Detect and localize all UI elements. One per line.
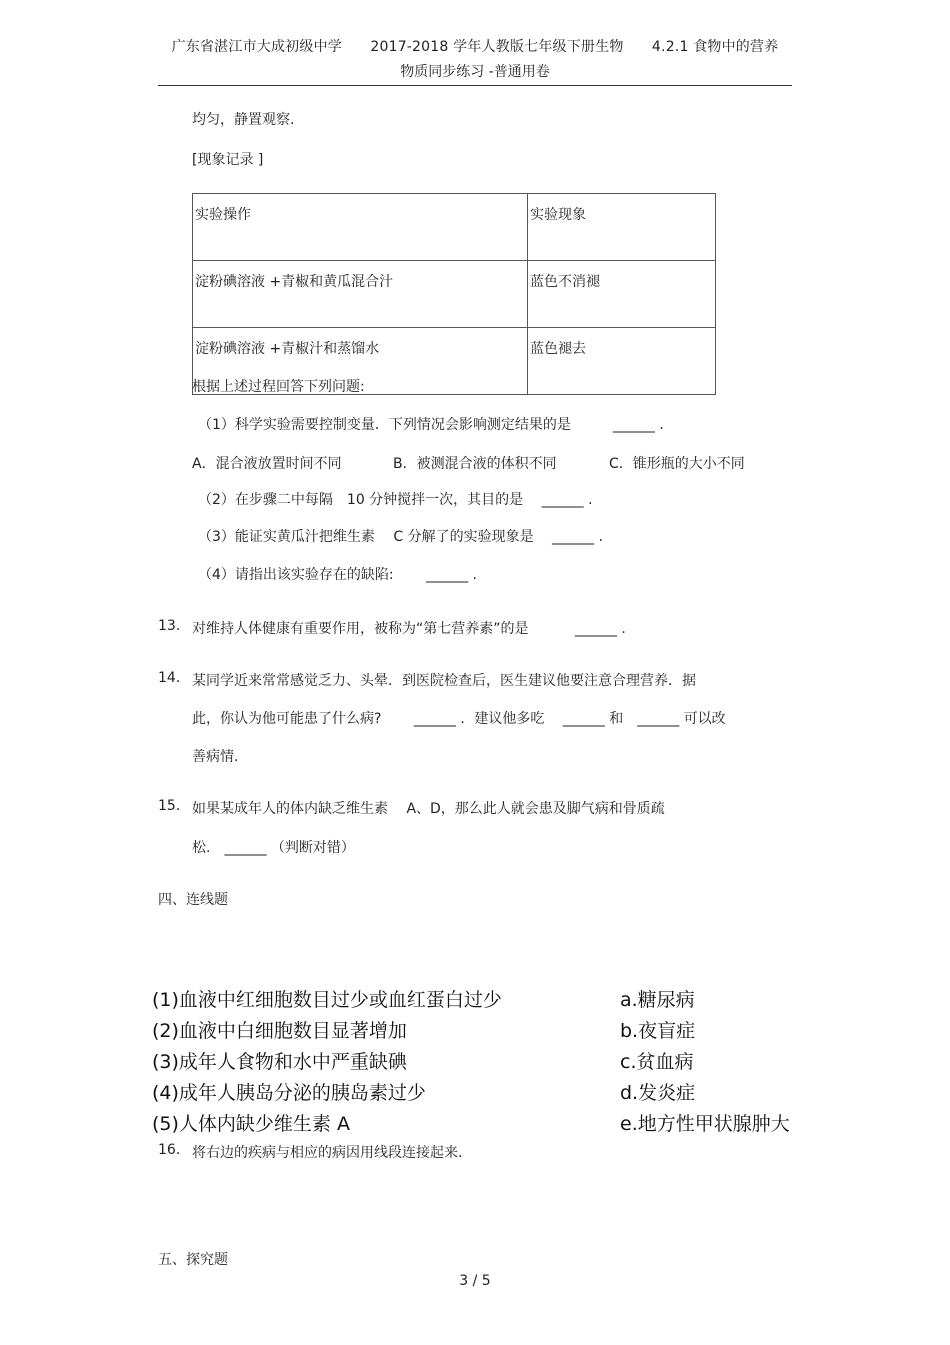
match-cause-1: (1)血液中红细胞数目过少或血红蛋白过少 xyxy=(152,989,502,1011)
table-header-cell: 实验现象 xyxy=(528,194,716,261)
match-disease-e: e.地方性甲状腺肿大 xyxy=(620,1113,790,1135)
page-number: 3 / 5 xyxy=(459,1273,491,1289)
table-cell: 淀粉碘溶液 +青椒和黄瓜混合汁 xyxy=(193,261,528,328)
q16-text: 将右边的疾病与相应的病因用线段连接起来. xyxy=(192,1145,463,1161)
q14-line2: 此，你认为他可能患了什么病? ______ ．建议他多吃 ______ 和 ______ 可以改 xyxy=(192,711,726,727)
page-header-subtitle: 物质同步练习 -普通用卷 xyxy=(400,64,550,80)
match-disease-a: a.糖尿病 xyxy=(620,989,695,1011)
q14-number: 14. xyxy=(158,670,181,686)
experiment-table xyxy=(192,193,716,395)
q16-number: 16. xyxy=(158,1142,181,1158)
table-row xyxy=(193,261,716,328)
q12-option-c: C．锥形瓶的大小不同 xyxy=(609,456,745,472)
intro-continuation: 均匀，静置观察. xyxy=(192,112,295,128)
q12-sub2: （2）在步骤二中每隔 10 分钟搅拌一次，其目的是 ______ . xyxy=(198,492,593,508)
table-cell: 淀粉碘溶液 +青椒汁和蒸馏水 xyxy=(193,328,528,395)
q12-sub4: （4）请指出该实验存在的缺陷: ______ . xyxy=(198,567,477,583)
page-header-title: 广东省湛江市大成初级中学 2017-2018 学年人教版七年级下册生物 4.2.1 食物中的营养 xyxy=(171,39,779,55)
q14-line3: 善病情. xyxy=(192,749,239,765)
q12-sub3: （3）能证实黄瓜汁把维生素 C 分解了的实验现象是 ______ . xyxy=(198,529,603,545)
q12-lead: 根据上述过程回答下列问题: xyxy=(192,379,365,395)
q13-number: 13. xyxy=(158,618,181,634)
match-cause-4: (4)成年人胰岛分泌的胰岛素过少 xyxy=(152,1082,426,1104)
header-divider xyxy=(158,85,792,86)
q12-option-a: A．混合液放置时间不同 xyxy=(192,456,342,472)
record-label: [现象记录 ] xyxy=(192,152,264,168)
section-title: 五、探究题 xyxy=(158,1252,228,1268)
table-cell: 蓝色褪去 xyxy=(528,328,716,395)
q12-option-b: B．被测混合液的体积不同 xyxy=(393,456,557,472)
section-title: 四、连线题 xyxy=(158,892,228,908)
match-disease-b: b.夜盲症 xyxy=(620,1020,696,1042)
match-disease-c: c.贫血病 xyxy=(620,1051,694,1073)
table-header-cell: 实验操作 xyxy=(193,194,528,261)
match-cause-2: (2)血液中白细胞数目显著增加 xyxy=(152,1020,407,1042)
table-cell: 蓝色不消褪 xyxy=(528,261,716,328)
q14-line1: 某同学近来常常感觉乏力、头晕．到医院检查后，医生建议他要注意合理营养．据 xyxy=(192,673,696,689)
match-disease-d: d.发炎症 xyxy=(620,1082,696,1104)
q12-sub1: （1）科学实验需要控制变量．下列情况会影响测定结果的是 ______ . xyxy=(198,417,664,433)
match-cause-5: (5)人体内缺少维生素 A xyxy=(152,1113,350,1135)
match-cause-3: (3)成年人食物和水中严重缺碘 xyxy=(152,1051,407,1073)
q13-text: 对维持人体健康有重要作用，被称为“第七营养素”的是 ______ . xyxy=(192,621,626,637)
table-header-row xyxy=(193,194,716,261)
q15-number: 15. xyxy=(158,798,181,814)
q15-line2: 松. ______ （判断对错） xyxy=(192,840,355,856)
q15-line1: 如果某成年人的体内缺乏维生素 A、D，那么此人就会患及脚气病和骨质疏 xyxy=(192,801,665,817)
